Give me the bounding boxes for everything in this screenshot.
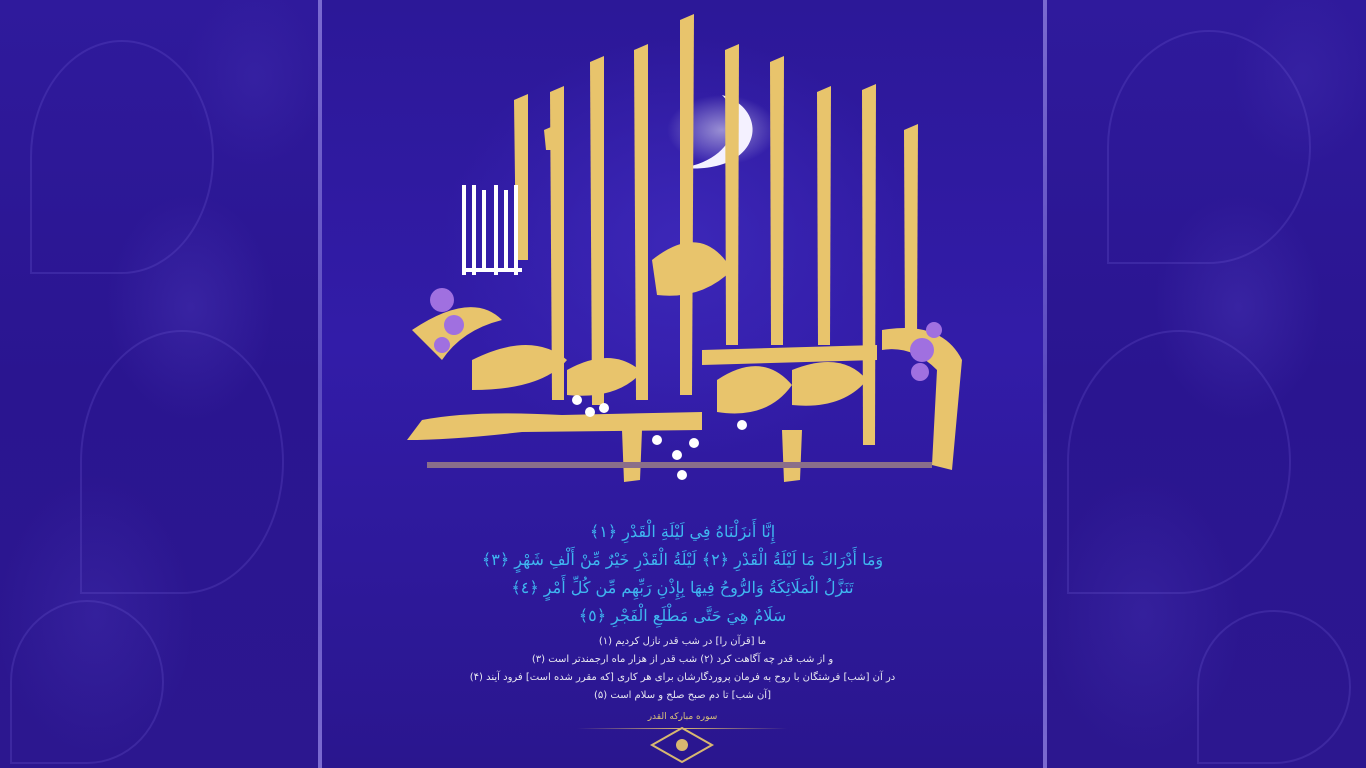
- right-pattern-panel: [1047, 0, 1366, 768]
- base-bar: [427, 462, 932, 468]
- translation-block: [322, 633, 1043, 705]
- right-divider: [1043, 0, 1047, 768]
- translation-line: ما [قرآن را] در شب قدر نازل کردیم (۱): [598, 636, 767, 647]
- paisley-ornament: [1067, 330, 1291, 594]
- translation-line: و از شب قدر چه آگاهت کرد (۲) شب قدر از هزار ماه ارجمندتر است (۳): [531, 654, 834, 665]
- left-pattern-panel: [0, 0, 318, 768]
- verse-line: سَلَامٌ هِيَ حَتَّى مَطْلَعِ الْفَجْرِ ﴿٥﴾: [578, 606, 787, 625]
- gold-divider-line: [577, 728, 787, 729]
- bismillah-seal: [462, 185, 522, 275]
- paisley-ornament: [10, 600, 164, 764]
- calligraphy-strokes: [407, 14, 962, 482]
- translation-line: [آن شب] تا دم صبح صلح و سلام است (۵): [594, 690, 771, 701]
- verse-line: وَمَا أَدْرَاكَ مَا لَيْلَةُ الْقَدْرِ ﴿٢﴾ لَيْلَةُ الْقَدْرِ خَيْرٌ مِّنْ أَلْفِ شَهْرٍ ﴿٣﴾: [481, 550, 884, 569]
- paisley-ornament: [30, 40, 214, 274]
- paisley-ornament: [80, 330, 284, 594]
- central-panel: [322, 0, 1043, 768]
- translation-line: در آن [شب] فرشتگان با روح به فرمان پروردگارشان برای هر کاری [که مقرر شده است] فرود آیند (۴): [469, 672, 896, 683]
- verse-line: تَنَزَّلُ الْمَلَائِكَةُ وَالرُّوحُ فِيهَا بِإِذْنِ رَبِّهِم مِّن كُلِّ أَمْرٍ ﴿٤﴾: [511, 578, 854, 597]
- paisley-ornament: [1197, 610, 1351, 764]
- paisley-ornament: [1107, 30, 1311, 264]
- bottom-ornament-icon: [652, 728, 712, 762]
- surah-caption: سوره مبارکه القدر: [647, 712, 718, 722]
- quran-verses: [322, 518, 1043, 630]
- verse-line: إِنَّا أَنزَلْنَاهُ فِي لَيْلَةِ الْقَدْرِ ﴿١﴾: [589, 522, 776, 541]
